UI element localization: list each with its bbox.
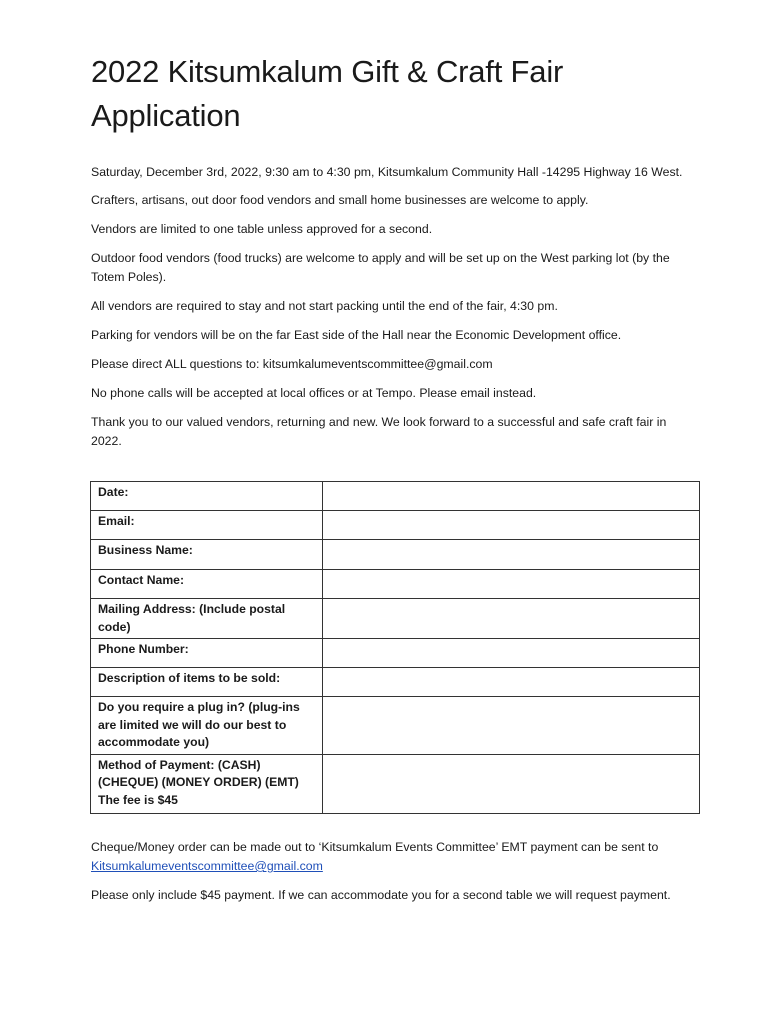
- form-row-description: [91, 668, 700, 697]
- footer-notes: [91, 838, 691, 915]
- thank-you-paragraph: Thank you to our valued vendors, returning and new. We look forward to a successful and safe craft fair in 2022.: [91, 415, 667, 448]
- event-details-paragraph: Saturday, December 3rd, 2022, 9:30 am to 4:30 pm, Kitsumkalum Community Hall -14295 Highway 16 West.: [91, 165, 683, 179]
- form-row-date: [91, 482, 700, 511]
- form-label: Business Name:: [91, 540, 323, 570]
- email-field[interactable]: [323, 511, 700, 540]
- application-form-table: [90, 481, 700, 814]
- payment-note-paragraph: Please only include $45 payment. If we can accommodate you for a second table we will request payment.: [91, 888, 671, 902]
- form-label: Method of Payment: (CASH) (CHEQUE) (MONEY ORDER) (EMT) The fee is $45: [91, 754, 323, 813]
- form-row-mailing-address: [91, 599, 700, 639]
- form-label: Mailing Address: (Include postal code): [91, 599, 323, 639]
- payment-instructions-paragraph: [91, 838, 691, 876]
- welcome-paragraph: Crafters, artisans, out door food vendors and small home businesses are welcome to apply.: [91, 193, 589, 207]
- food-vendors-paragraph: Outdoor food vendors (food trucks) are welcome to apply and will be set up on the West parking lot (by the Totem Poles).: [91, 251, 670, 284]
- form-row-contact-name: [91, 570, 700, 599]
- phone-field[interactable]: [323, 639, 700, 668]
- mailing-address-field[interactable]: [323, 599, 700, 639]
- form-row-phone: [91, 639, 700, 668]
- payment-email-link[interactable]: Kitsumkalumeventscommittee@gmail.com: [91, 859, 323, 873]
- packing-rule-paragraph: All vendors are required to stay and not start packing until the end of the fair, 4:30 pm.: [91, 299, 558, 313]
- questions-paragraph: Please direct ALL questions to: kitsumkalumeventscommittee@gmail.com: [91, 357, 493, 371]
- form-label: Do you require a plug in? (plug-ins are limited we will do our best to accommodate you): [91, 697, 323, 755]
- form-label: Date:: [91, 482, 323, 511]
- form-label: Contact Name:: [91, 570, 323, 599]
- form-label: Description of items to be sold:: [91, 668, 323, 697]
- plug-in-field[interactable]: [323, 697, 700, 755]
- form-row-email: [91, 511, 700, 540]
- parking-paragraph: Parking for vendors will be on the far East side of the Hall near the Economic Development office.: [91, 328, 622, 342]
- form-label: Email:: [91, 511, 323, 540]
- business-name-field[interactable]: [323, 540, 700, 570]
- table-limit-paragraph: Vendors are limited to one table unless approved for a second.: [91, 222, 433, 236]
- form-row-plug-in: [91, 697, 700, 755]
- form-label: Phone Number:: [91, 639, 323, 668]
- payment-instructions-text: Cheque/Money order can be made out to ‘Kitsumkalum Events Committee’ EMT payment can be sent to: [91, 840, 659, 854]
- contact-name-field[interactable]: [323, 570, 700, 599]
- no-phone-paragraph: No phone calls will be accepted at local offices or at Tempo. Please email instead.: [91, 386, 537, 400]
- payment-method-field[interactable]: [323, 754, 700, 813]
- form-row-business-name: [91, 540, 700, 570]
- form-row-payment-method: [91, 754, 700, 813]
- intro-paragraphs: [91, 163, 691, 461]
- description-field[interactable]: [323, 668, 700, 697]
- document-title: 2022 Kitsumkalum Gift & Craft Fair Application: [91, 54, 564, 133]
- date-field[interactable]: [323, 482, 700, 511]
